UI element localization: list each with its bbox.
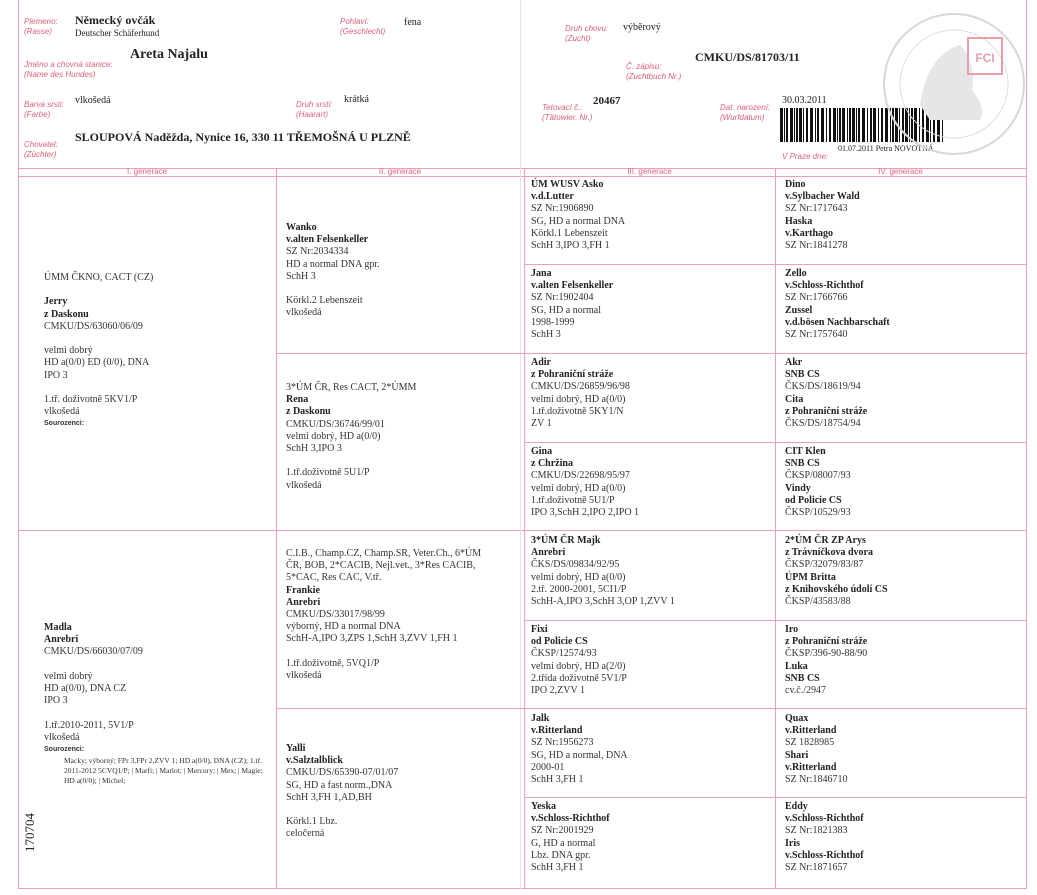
gen3-cell-3: Adir z Pohraniční stráže CMKU/DS/26859/96/98 velmi dobrý, HD a(0/0) 1.tř.doživotně 5KY1/N ZV 1 bbox=[531, 357, 630, 430]
barcode-bar bbox=[870, 108, 872, 142]
sire-cell: ÚMM ČKNO, CACT (CZ) Jerry z Daskonu CMKU/DS/63060/06/09 velmi dobrý HD a(0/0) ED (0/0), DNA IPO 3 1.tř. doživotně 5KV1/P vlkošedá Sourozenci: bbox=[44, 272, 154, 428]
gen4-cell-1: Dino v.Sylbacher Wald SZ Nr:1717643 Haska v.Karthago SZ Nr:1841278 bbox=[785, 179, 860, 252]
barcode-bar bbox=[839, 108, 841, 142]
dog-name: Areta Najalu bbox=[130, 47, 208, 62]
fci-seal-icon bbox=[880, 10, 1028, 158]
gen3-cell-1: ÚM WUSV Asko v.d.Lutter SZ Nr:1906890 SG, HD a normal DNA Körkl.1 Lebenszeit SchH 3,IPO 3,FH 1 bbox=[531, 179, 626, 252]
barcode-bar bbox=[856, 108, 857, 142]
narozeni-label: Dat. narození: (Wurfdatum) bbox=[720, 103, 771, 122]
sex-value: fena bbox=[404, 17, 422, 28]
druh-chovu-label: Druh chovu: (Zucht) bbox=[565, 24, 609, 43]
gen3-cell-4: Gina z Chržina CMKU/DS/22698/95/97 velmi dobrý, HD a(0/0) 1.tř.doživotně 5U1/P IPO 3,SchH 2,IPO 2,IPO 1 bbox=[531, 446, 640, 519]
breeding-type-value: výběrový bbox=[623, 22, 661, 33]
gen4-cell-5: 2*ÚM ČR ZP Arys z Trávníčkova dvora ČKSP/32079/83/87 ÚPM Britta z Knihovského údolí CS ČKSP/43583/88 bbox=[785, 535, 888, 608]
gen4-cell-6: Iro z Pohraniční stráže ČKSP/396-90-88/90 Luka SNB CS cv.č./2947 bbox=[785, 624, 868, 697]
druh-srsti-label: Druh srsti: (Haarart) bbox=[296, 100, 333, 119]
barcode-bar bbox=[790, 108, 793, 142]
barcode-bar bbox=[862, 108, 865, 142]
chovatel-label: Chovatel: (Züchter) bbox=[24, 140, 58, 159]
barcode-bar bbox=[794, 108, 795, 142]
gen2-cell-2: 3*ÚM ČR, Res CACT, 2*ÚMM Rena z Daskonu CMKU/DS/36746/99/01 velmi dobrý, HD a(0/0) SchH 3,IPO 3 1.tř.doživotně 5U1/P vlkošedá bbox=[286, 382, 417, 491]
zapis-label: Č. zápisu: (Zuchtbuch Nr.) bbox=[626, 62, 682, 81]
dam-cell: Madla Anrebri CMKU/DS/66030/07/09 velmi dobrý HD a(0/0), DNA CZ IPO 3 1.tř.2010-2011, 5V1/P vlkošedá Sourozenci: Macky; výborný; FPr 3,FPr 2,ZVV 1; HD a(0/0), DNA (CZ); 1.tř. 2011-2012 5CVQ1/P; | Marfi; | Marlot; | Mercury; | Mex; | Magie; HD a(0/0); | Michel; bbox=[44, 622, 274, 786]
gen3-cell-8: Yeska v.Schloss-Richthof SZ Nr:2001929 G, HD a normal Lbz. DNA gpr. SchH 3,FH 1 bbox=[531, 801, 610, 874]
barcode-bar bbox=[833, 108, 836, 142]
barcode-bar bbox=[799, 108, 802, 142]
breed-cz: Německý ovčák bbox=[75, 13, 156, 27]
barcode-bar bbox=[806, 108, 808, 142]
barcode-bar bbox=[817, 108, 819, 142]
barcode-bar bbox=[852, 108, 855, 142]
registration-number: CMKU/DS/81703/11 bbox=[695, 50, 800, 64]
gen4-cell-7: Quax v.Ritterland SZ 1828985 Shari v.Ritterland SZ Nr:1846710 bbox=[785, 713, 848, 786]
gen-3-label: III. generace bbox=[627, 167, 672, 176]
seal-text: FCI bbox=[975, 51, 995, 65]
barcode-bar bbox=[849, 108, 851, 142]
pohlavi-label: Pohlaví: (Geschlecht) bbox=[340, 17, 386, 36]
gen4-cell-8: Eddy v.Schloss-Richthof SZ Nr:1821383 Iris v.Schloss-Richthof SZ Nr:1871657 bbox=[785, 801, 864, 874]
barcode-bar bbox=[837, 108, 838, 142]
gen4-cell-2: Zello v.Schloss-Richthof SZ Nr:1766766 Zussel v.d.bösen Nachbarschaft SZ Nr:1757640 bbox=[785, 268, 890, 341]
barcode-bar bbox=[796, 108, 798, 142]
gen3-cell-5: 3*ÚM ČR Majk Anrebri ČKS/DS/09834/92/95 velmi dobrý, HD a(0/0) 2.tř. 2000-2001, 5CI1/P SchH-A,IPO 3,SchH 3,OP 1,ZVV 1 bbox=[531, 535, 675, 608]
barcode-bar bbox=[867, 108, 868, 142]
barcode-bar bbox=[780, 108, 783, 142]
gen3-cell-6: Fixi od Policie CS ČKSP/12574/93 velmi dobrý, HD a(2/0) 2.třída doživotně 5V1/P IPO 2,ZVV 1 bbox=[531, 624, 627, 697]
barcode-bar bbox=[821, 108, 824, 142]
barcode-bar bbox=[826, 108, 827, 142]
barcode-bar bbox=[842, 108, 845, 142]
barcode-bar bbox=[815, 108, 816, 142]
siblings-text: Macky; výborný; FPr 3,FPr 2,ZVV 1; HD a(0/0), DNA (CZ); 1.tř. 2011-2012 5CVQ1/P; | Marfi; | Marlot; | Mercury; | Mex; | Magie; HD a(0/0); | Michel; bbox=[64, 756, 263, 786]
birthdate-value: 30.03.2011 bbox=[782, 95, 827, 106]
plemeno-label: Plemeno: (Rasse) bbox=[24, 17, 58, 36]
gen2-cell-4: Yalli v.Salztalblick CMKU/DS/65390-07/01/07 SG, HD a fast norm.,DNA SchH 3,FH 1,AD,BH Körkl.1 Lbz. celočerná bbox=[286, 743, 399, 840]
barcode-bar bbox=[878, 108, 879, 142]
gen2-cell-1: Wanko v.alten Felsenkeller SZ Nr:2034334 HD a normal DNA gpr. SchH 3 Körkl.2 Lebenszeit vlkošedá bbox=[286, 222, 380, 319]
gen4-cell-3: Akr SNB CS ČKS/DS/18619/94 Cita z Pohraniční stráže ČKS/DS/18754/94 bbox=[785, 357, 868, 430]
breeder-value: SLOUPOVÁ Naděžda, Nynice 16, 330 11 TŘEMOŠNÁ U PLZNĚ bbox=[75, 130, 411, 144]
color-value: vlkošedá bbox=[75, 95, 111, 106]
gen2-cell-3: C.I.B., Champ.CZ, Champ.SR, Veter.Ch., 6*ÚM ČR, BOB, 2*CACIB, Nejl.vet., 3*Res CACIB, 5*CAC, Res CAC, V.tř. Frankie Anrebri CMKU/DS/33017/98/99 výborný, HD a normal DNA SchH-A,IPO 3,ZPS 1,SchH 3,ZVV 1,FH 1 1.tř.doživotně, 5VQ1/P vlkošedá bbox=[286, 548, 482, 682]
jmeno-label: Jméno a chovná stanice: (Name des Hundes) bbox=[24, 60, 113, 79]
gen-1-label: I. generace bbox=[126, 167, 168, 176]
barcode-bar bbox=[786, 108, 788, 142]
barcode-bar bbox=[810, 108, 813, 142]
barcode-bar bbox=[858, 108, 860, 142]
tattoo-value: 20467 bbox=[593, 95, 621, 107]
coat-value: krátká bbox=[344, 94, 369, 105]
prazo-label: V Praze dne: bbox=[782, 152, 829, 161]
gen-4-label: IV. generace bbox=[878, 167, 923, 176]
barcode-bar bbox=[803, 108, 804, 142]
barcode-bar bbox=[784, 108, 785, 142]
gen3-cell-2: Jana v.alten Felsenkeller SZ Nr:1902404 SG, HD a normal 1998-1999 SchH 3 bbox=[531, 268, 614, 341]
barcode-bar bbox=[847, 108, 848, 142]
gen3-cell-7: Jalk v.Ritterland SZ Nr:1956273 SG, HD a normal, DNA 2000-01 SchH 3,FH 1 bbox=[531, 713, 628, 786]
issue-date-value: 01.07.2011 Petra NOVOTNÁ bbox=[838, 144, 934, 153]
breed-de: Deutscher Schäferhund bbox=[75, 28, 160, 38]
gen4-cell-4: CIT Klen SNB CS ČKSP/08007/93 Vindy od Policie CS ČKSP/10529/93 bbox=[785, 446, 851, 519]
barcode-bar bbox=[829, 108, 831, 142]
tetovaci-label: Tetovací č.: (Tätowier. Nr.) bbox=[542, 103, 593, 122]
gen-2-label: II. generace bbox=[378, 167, 422, 176]
side-number: 170704 bbox=[22, 813, 37, 852]
barva-label: Barva srsti: (Farbe) bbox=[24, 100, 65, 119]
barcode-bar bbox=[873, 108, 876, 142]
